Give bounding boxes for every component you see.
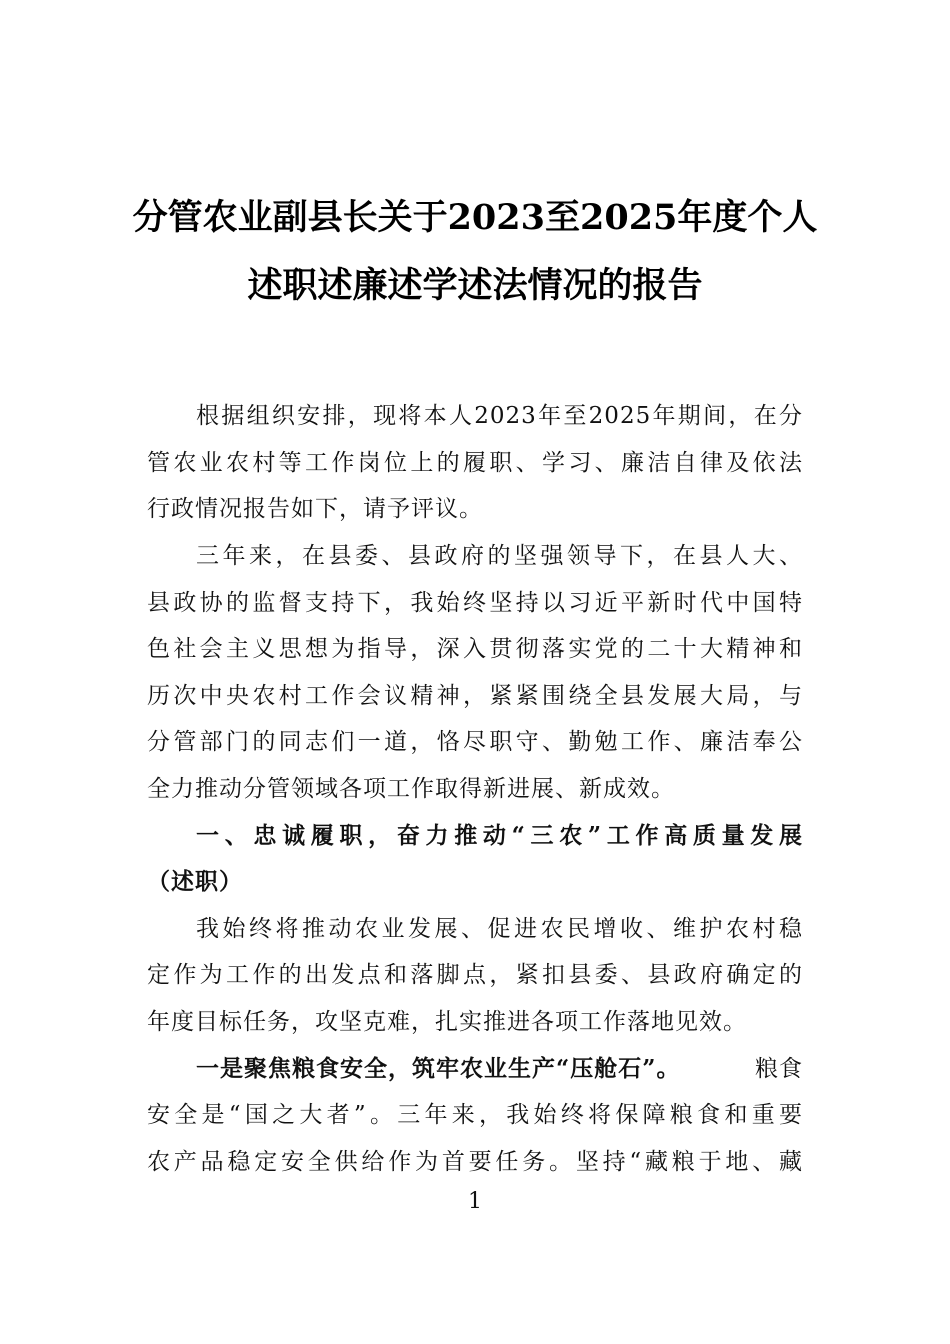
body-line: 分管部门的同志们一道，恪尽职守、勤勉工作、廉洁奉公 [147, 729, 803, 755]
body-line: 年度目标任务，攻坚克难，扎实推进各项工作落地见效。 [147, 1009, 747, 1035]
body-line: 三年来，在县委、县政府的坚强领导下，在县人大、 [196, 543, 803, 569]
body-line: 管农业农村等工作岗位上的履职、学习、廉洁自律及依法 [147, 450, 803, 476]
body-line: 根据组织安排，现将本人2023年至2025年期间，在分 [196, 403, 803, 429]
body-line: 色社会主义思想为指导，深入贯彻落实党的二十大精神和 [147, 636, 803, 662]
body-line: 安全是“国之大者”。三年来，我始终将保障粮食和重要 [147, 1102, 803, 1128]
body-line: 全力推动分管领域各项工作取得新进展、新成效。 [147, 776, 675, 802]
body-line: 历次中央农村工作会议精神，紧紧围绕全县发展大局，与 [147, 683, 803, 709]
page-number: 1 [468, 1189, 482, 1214]
body-line: 我始终将推动农业发展、促进农民增收、维护农村稳 [196, 916, 803, 942]
body-line: 县政协的监督支持下，我始终坚持以习近平新时代中国特 [147, 590, 803, 616]
document-title-line-1: 分管农业副县长关于2023至2025年度个人 [132, 197, 818, 238]
body-line-mixed [196, 1053, 803, 1085]
section-heading-line: （述职） [147, 868, 243, 895]
body-line: 农产品稳定安全供给作为首要任务。坚持“藏粮于地、藏 [147, 1149, 803, 1175]
document-title-line-2: 述职述廉述学述法情况的报告 [247, 265, 703, 306]
body-line: 行政情况报告如下，请予评议。 [147, 496, 483, 522]
body-line: 定作为工作的出发点和落脚点，紧扣县委、县政府确定的 [147, 962, 803, 988]
body-text-tail: 粮食 [755, 1056, 803, 1082]
section-heading-line: 一、忠诚履职，奋力推动“三农”工作高质量发展 [196, 822, 803, 849]
bold-lead-in: 一是聚焦粮食安全，筑牢农业生产“压舱石”。 [196, 1055, 681, 1082]
